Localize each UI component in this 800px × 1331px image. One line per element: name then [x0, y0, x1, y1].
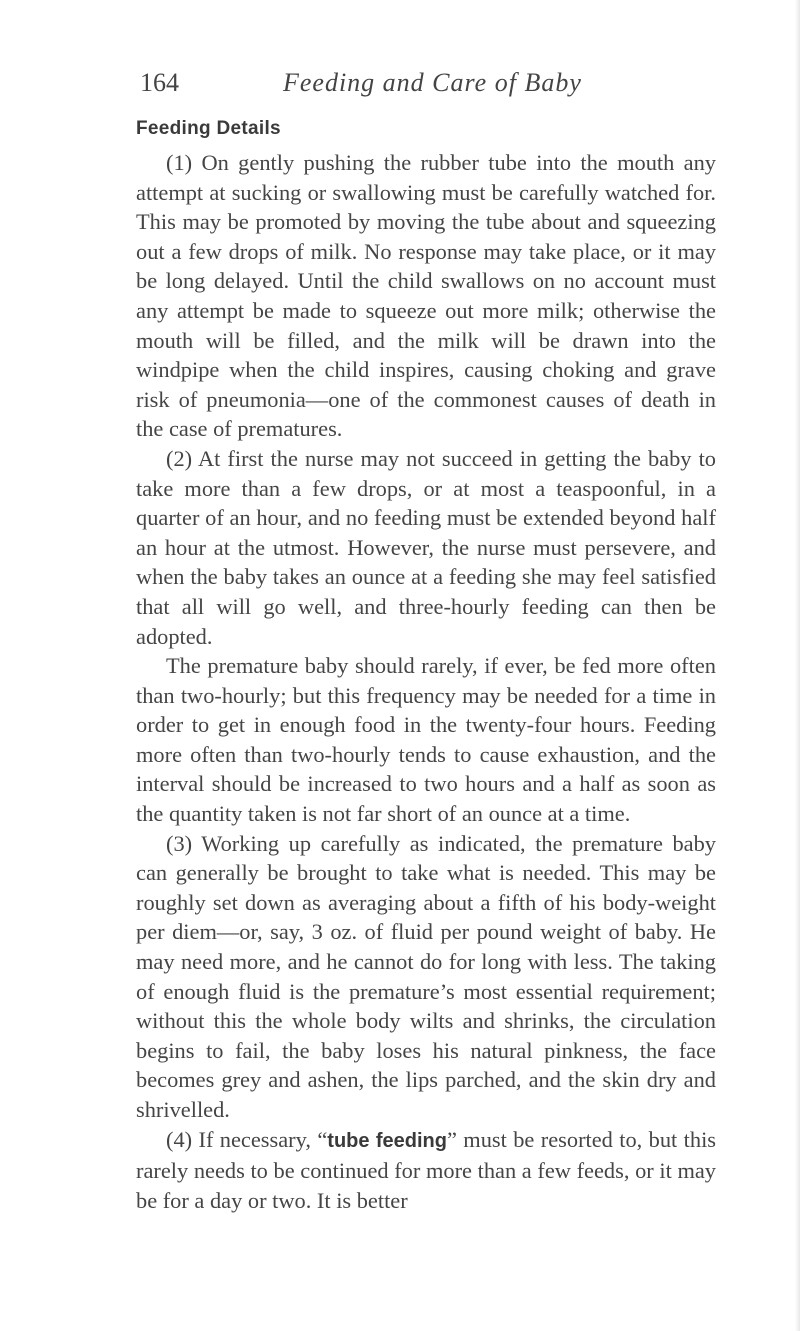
paragraph-2: (2) At first the nurse may not succeed in getting the baby to take more than a few drops, or at most a teaspoonful, in a quarter of an hour, and no feeding must be extended beyond half an hour at the utmost. However, the nurse must persevere, and when the baby takes an ounce at a feeding she may feel satisfied that all will go well, and three-hourly feeding can then be adopted. — [136, 445, 716, 649]
body-text — [136, 148, 716, 1215]
running-title: Feeding and Care of Baby — [283, 68, 582, 97]
paragraph-5 — [136, 1125, 716, 1216]
paragraph-3: The premature baby should rarely, if ever, be fed more often than two-hourly; but this frequency may be needed for a time in order to get in enough food in the twenty-four hours. Feeding more often than two-hourly tends to cause exhaustion, and the interval should be increased to two hours and a half as soon as the quantity taken is not far short of an ounce at a time. — [136, 653, 716, 827]
section-heading: Feeding Details — [136, 118, 281, 139]
paragraph-5-rest: ” must be resorted to, but this rarely needs to be continued for more than a few feeds, or it may be for a day or two. It is better — [136, 1126, 717, 1213]
paragraph-5-lead: (4) If necessary, “ — [166, 1126, 328, 1152]
paragraph-4: (3) Working up carefully as indicated, the premature baby can generally be brought to take what is needed. This may be roughly set down as averaging about a fifth of his body-weight per diem—or, say, 3 oz. of fluid per pound weight of baby. He may need more, and he cannot do for long with less. The taking of enough fluid is the premature’s most essential requirement; without this the whole body wilts and shrinks, the circulation begins to fail, the baby loses his natural pinkness, the face becomes grey and ashen, the lips parched, and the skin dry and shrivelled. — [136, 830, 716, 1122]
running-head — [140, 68, 700, 108]
page-edge-shadow — [795, 0, 800, 1331]
paragraph-1: (1) On gently pushing the rubber tube into the mouth any attempt at sucking or swallowing must be carefully watched for. This may be promoted by moving the tube about and squeezing out a few drops of milk. No response may take place, or it may be long delayed. Until the child swallows on no account must any attempt be made to squeeze out more milk; otherwise the mouth will be filled, and the milk will be drawn into the windpipe when the child inspires, causing choking and grave risk of pneumonia—one of the commonest causes of death in the case of prematures. — [136, 150, 716, 442]
tube-feeding-term: tube feeding — [327, 1129, 447, 1152]
page-number: 164 — [140, 68, 179, 97]
